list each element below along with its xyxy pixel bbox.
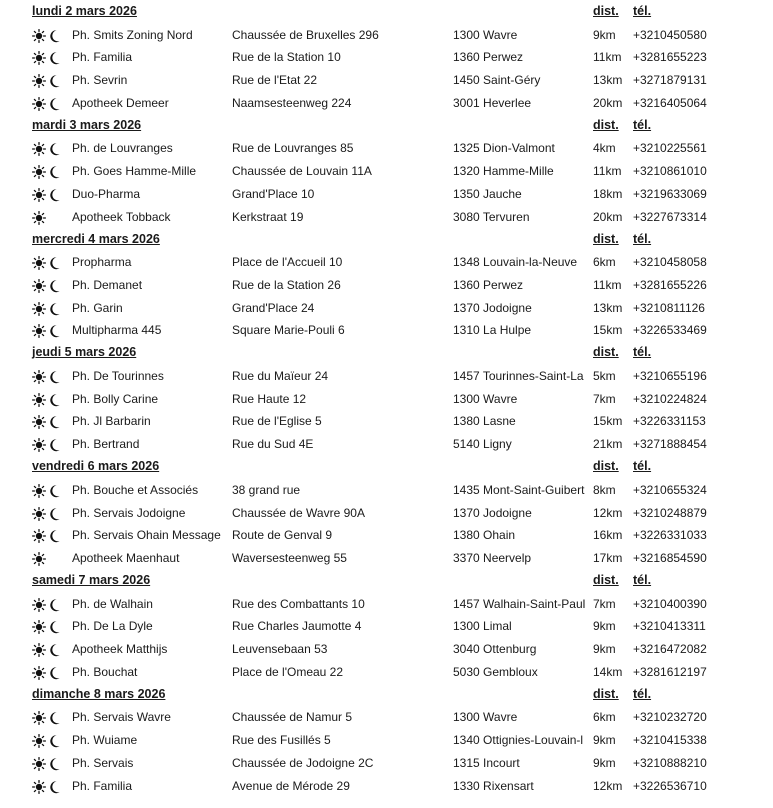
pharmacy-street: Rue de la Station 26 xyxy=(232,277,341,292)
sun-icon xyxy=(32,393,46,407)
column-header-tel: tél. xyxy=(633,459,652,474)
pharmacy-row xyxy=(0,708,773,730)
availability-icons xyxy=(32,598,68,612)
pharmacy-row xyxy=(0,276,773,298)
pharmacy-street: Chaussée de Wavre 90A xyxy=(232,505,365,520)
pharmacy-row xyxy=(0,731,773,753)
column-header-dist: dist. xyxy=(593,345,619,360)
pharmacy-distance: 16km xyxy=(593,528,623,543)
day-title: mercredi 4 mars 2026 xyxy=(32,231,160,246)
pharmacy-distance: 20km xyxy=(593,209,623,224)
pharmacy-city: 1360 Perwez xyxy=(453,277,524,292)
pharmacy-distance: 15km xyxy=(593,414,623,429)
column-header-tel: tél. xyxy=(633,572,652,587)
pharmacy-name: Ph. Bouche et Associés xyxy=(72,482,199,497)
sun-icon xyxy=(32,734,46,748)
pharmacy-distance: 7km xyxy=(593,596,616,611)
pharmacy-name: Ph. Bouchat xyxy=(72,664,138,679)
pharmacy-distance: 9km xyxy=(593,733,616,748)
pharmacy-row xyxy=(0,321,773,343)
sun-icon xyxy=(32,279,46,293)
moon-icon xyxy=(48,142,60,156)
pharmacy-name: Duo-Pharma xyxy=(72,186,141,201)
sun-icon xyxy=(32,256,46,270)
moon-icon xyxy=(48,415,60,429)
pharmacy-phone[interactable]: +3210413311 xyxy=(633,619,706,634)
pharmacy-phone[interactable]: +3219633069 xyxy=(633,186,707,201)
moon-icon xyxy=(48,393,60,407)
column-header-tel: tél. xyxy=(633,231,652,246)
pharmacy-distance: 12km xyxy=(593,778,623,793)
day-section xyxy=(0,572,773,686)
pharmacy-street: Leuvensebaan 53 xyxy=(232,642,328,657)
moon-icon xyxy=(48,780,60,794)
pharmacy-city: 3040 Ottenburg xyxy=(453,642,537,657)
pharmacy-name: Ph. Smits Zoning Nord xyxy=(72,27,193,42)
availability-icons xyxy=(32,620,68,634)
day-section xyxy=(0,686,773,800)
moon-icon xyxy=(48,188,60,202)
pharmacy-phone[interactable]: +3210248879 xyxy=(633,505,707,520)
pharmacy-city: 1310 La Hulpe xyxy=(453,323,532,338)
availability-icons xyxy=(32,484,68,498)
pharmacy-city: 1300 Wavre xyxy=(453,710,518,725)
pharmacy-distance: 11km xyxy=(593,50,622,65)
pharmacy-name: Ph. Goes Hamme-Mille xyxy=(72,164,197,179)
moon-icon xyxy=(48,529,60,543)
pharmacy-distance: 20km xyxy=(593,95,623,110)
pharmacy-distance: 9km xyxy=(593,27,616,42)
pharmacy-name: Ph. Wuiame xyxy=(72,733,138,748)
pharmacy-distance: 17km xyxy=(593,550,623,565)
pharmacy-city: 1380 Lasne xyxy=(453,414,516,429)
pharmacy-phone[interactable]: +3210224824 xyxy=(633,391,707,406)
pharmacy-phone[interactable]: +3210225561 xyxy=(633,141,707,156)
pharmacy-name: Ph. de Louvranges xyxy=(72,141,173,156)
moon-icon xyxy=(48,757,60,771)
pharmacy-name: Ph. Garin xyxy=(72,300,123,315)
pharmacy-street: Rue des Combattants 10 xyxy=(232,596,365,611)
availability-icons xyxy=(32,711,68,725)
availability-icons xyxy=(32,757,68,771)
pharmacy-phone[interactable]: +3210811126 xyxy=(633,300,705,315)
moon-icon xyxy=(48,734,60,748)
availability-icons xyxy=(32,97,68,111)
column-header-tel: tél. xyxy=(633,117,652,132)
pharmacy-city: 5140 Ligny xyxy=(453,437,512,452)
sun-icon xyxy=(32,370,46,384)
pharmacy-city: 5030 Gembloux xyxy=(453,664,538,679)
sun-icon xyxy=(32,780,46,794)
sun-icon xyxy=(32,643,46,657)
pharmacy-distance: 13km xyxy=(593,73,623,88)
pharmacy-city: 1320 Hamme-Mille xyxy=(453,164,554,179)
day-title: dimanche 8 mars 2026 xyxy=(32,686,166,701)
sun-icon xyxy=(32,211,46,225)
pharmacy-phone[interactable]: +3210655324 xyxy=(633,482,707,497)
pharmacy-phone[interactable]: +3210655196 xyxy=(633,369,707,384)
pharmacy-phone[interactable]: +3226331153 xyxy=(633,414,706,429)
day-section xyxy=(0,3,773,117)
pharmacy-city: 3001 Heverlee xyxy=(453,95,532,110)
pharmacy-duty-schedule xyxy=(0,3,773,800)
pharmacy-street: Grand'Place 24 xyxy=(232,300,315,315)
pharmacy-row xyxy=(0,139,773,161)
pharmacy-row xyxy=(0,412,773,434)
pharmacy-street: Chaussée de Bruxelles 296 xyxy=(232,27,379,42)
pharmacy-name: Ph. Jl Barbarin xyxy=(72,414,151,429)
sun-icon xyxy=(32,142,46,156)
pharmacy-row xyxy=(0,504,773,526)
pharmacy-name: Propharma xyxy=(72,255,132,270)
pharmacy-row xyxy=(0,26,773,48)
pharmacy-row xyxy=(0,617,773,639)
pharmacy-street: Naamsesteenweg 224 xyxy=(232,95,352,110)
pharmacy-distance: 6km xyxy=(593,710,616,725)
pharmacy-street: Rue Charles Jaumotte 4 xyxy=(232,619,362,634)
pharmacy-city: 3370 Neervelp xyxy=(453,550,532,565)
pharmacy-city: 1370 Jodoigne xyxy=(453,505,532,520)
availability-icons xyxy=(32,529,68,543)
pharmacy-name: Ph. Servais Ohain Message xyxy=(72,528,221,543)
pharmacy-row xyxy=(0,162,773,184)
moon-icon xyxy=(48,324,60,338)
pharmacy-street: Chaussée de Jodoigne 2C xyxy=(232,755,374,770)
day-header xyxy=(0,231,773,251)
pharmacy-phone[interactable]: +3216854590 xyxy=(633,550,707,565)
pharmacy-city: 1325 Dion-Valmont xyxy=(453,141,555,156)
pharmacy-street: Grand'Place 10 xyxy=(232,186,315,201)
day-header xyxy=(0,117,773,137)
moon-icon xyxy=(48,256,60,270)
day-title: lundi 2 mars 2026 xyxy=(32,4,137,18)
day-title: samedi 7 mars 2026 xyxy=(32,572,151,587)
pharmacy-street: Rue de Louvranges 85 xyxy=(232,141,354,156)
moon-icon xyxy=(48,438,60,452)
pharmacy-name: Ph. De La Dyle xyxy=(72,619,153,634)
day-section xyxy=(0,458,773,572)
availability-icons xyxy=(32,256,68,270)
pharmacy-phone[interactable]: +3216405064 xyxy=(633,95,707,110)
pharmacy-row xyxy=(0,549,773,571)
pharmacy-row xyxy=(0,663,773,685)
moon-icon xyxy=(48,643,60,657)
moon-icon xyxy=(48,279,60,293)
pharmacy-city: 1330 Rixensart xyxy=(453,778,534,793)
pharmacy-name: Ph. De Tourinnes xyxy=(72,369,164,384)
availability-icons xyxy=(32,666,68,680)
sun-icon xyxy=(32,324,46,338)
pharmacy-street: Rue du Sud 4E xyxy=(232,437,314,452)
pharmacy-city: 1457 Walhain-Saint-Paul xyxy=(453,596,586,611)
availability-icons xyxy=(32,188,68,202)
moon-icon xyxy=(48,484,60,498)
moon-icon xyxy=(48,370,60,384)
pharmacy-distance: 14km xyxy=(593,664,623,679)
pharmacy-city: 3080 Tervuren xyxy=(453,209,530,224)
column-header-dist: dist. xyxy=(593,231,619,246)
moon-icon xyxy=(48,507,60,521)
pharmacy-city: 1435 Mont-Saint-Guibert xyxy=(453,482,585,497)
moon-icon xyxy=(48,97,60,111)
availability-icons xyxy=(32,438,68,452)
sun-icon xyxy=(32,97,46,111)
column-header-dist: dist. xyxy=(593,4,619,18)
pharmacy-street: Chaussée de Namur 5 xyxy=(232,710,353,725)
pharmacy-street: 38 grand rue xyxy=(232,482,301,497)
pharmacy-row xyxy=(0,367,773,389)
moon-icon xyxy=(48,29,60,43)
pharmacy-city: 1348 Louvain-la-Neuve xyxy=(453,255,578,270)
sun-icon xyxy=(32,620,46,634)
availability-icons xyxy=(32,370,68,384)
availability-icons xyxy=(32,51,68,65)
pharmacy-distance: 7km xyxy=(593,391,616,406)
pharmacy-distance: 21km xyxy=(593,437,623,452)
pharmacy-phone[interactable]: +3227673314 xyxy=(633,209,707,224)
pharmacy-street: Place de l'Accueil 10 xyxy=(232,255,343,270)
sun-icon xyxy=(32,165,46,179)
moon-icon xyxy=(48,51,60,65)
pharmacy-city: 1457 Tourinnes-Saint-La xyxy=(453,369,584,384)
column-header-dist: dist. xyxy=(593,572,619,587)
day-header xyxy=(0,3,773,23)
pharmacy-row xyxy=(0,208,773,230)
pharmacy-name: Ph. de Walhain xyxy=(72,596,153,611)
availability-icons xyxy=(32,780,68,794)
pharmacy-row xyxy=(0,777,773,799)
pharmacy-phone[interactable]: +3210400390 xyxy=(633,596,707,611)
sun-icon xyxy=(32,438,46,452)
availability-icons xyxy=(32,74,68,88)
pharmacy-row xyxy=(0,595,773,617)
pharmacy-row xyxy=(0,71,773,93)
pharmacy-distance: 11km xyxy=(593,164,622,179)
day-section xyxy=(0,344,773,458)
sun-icon xyxy=(32,302,46,316)
pharmacy-phone[interactable]: +3271879131 xyxy=(633,73,707,88)
pharmacy-row xyxy=(0,435,773,457)
pharmacy-name: Ph. Demanet xyxy=(72,277,143,292)
pharmacy-row xyxy=(0,526,773,548)
day-section xyxy=(0,117,773,231)
sun-icon xyxy=(32,757,46,771)
pharmacy-street: Rue de l'Eglise 5 xyxy=(232,414,322,429)
pharmacy-distance: 15km xyxy=(593,323,623,338)
pharmacy-distance: 8km xyxy=(593,482,616,497)
pharmacy-distance: 11km xyxy=(593,277,622,292)
pharmacy-phone[interactable]: +3281655226 xyxy=(633,277,707,292)
pharmacy-street: Route de Genval 9 xyxy=(232,528,333,543)
pharmacy-distance: 9km xyxy=(593,619,616,634)
moon-icon xyxy=(48,302,60,316)
availability-icons xyxy=(32,165,68,179)
pharmacy-name: Ph. Servais xyxy=(72,755,134,770)
pharmacy-row xyxy=(0,94,773,116)
pharmacy-distance: 6km xyxy=(593,255,616,270)
column-header-tel: tél. xyxy=(633,686,652,701)
sun-icon xyxy=(32,51,46,65)
column-header-tel: tél. xyxy=(633,345,652,360)
sun-icon xyxy=(32,507,46,521)
sun-icon xyxy=(32,415,46,429)
pharmacy-phone[interactable]: +3210232720 xyxy=(633,710,707,725)
day-header xyxy=(0,686,773,706)
pharmacy-distance: 13km xyxy=(593,300,623,315)
pharmacy-phone[interactable]: +3210458058 xyxy=(633,255,707,270)
pharmacy-street: Place de l'Omeau 22 xyxy=(232,664,344,679)
pharmacy-phone[interactable]: +3281612197 xyxy=(633,664,707,679)
pharmacy-name: Ph. Bertrand xyxy=(72,437,140,452)
column-header-dist: dist. xyxy=(593,117,619,132)
availability-icons xyxy=(32,734,68,748)
pharmacy-phone[interactable]: +3210450580 xyxy=(633,27,707,42)
pharmacy-distance: 12km xyxy=(593,505,623,520)
column-header-dist: dist. xyxy=(593,686,619,701)
pharmacy-city: 1380 Ohain xyxy=(453,528,516,543)
pharmacy-name: Ph. Servais Wavre xyxy=(72,710,171,725)
pharmacy-row xyxy=(0,640,773,662)
pharmacy-phone[interactable]: +3271888454 xyxy=(633,437,707,452)
sun-icon xyxy=(32,552,46,566)
pharmacy-name: Ph. Servais Jodoigne xyxy=(72,505,186,520)
availability-icons xyxy=(32,142,68,156)
pharmacy-phone[interactable]: +3226331033 xyxy=(633,528,707,543)
pharmacy-distance: 4km xyxy=(593,141,616,156)
pharmacy-distance: 9km xyxy=(593,755,616,770)
availability-icons xyxy=(32,507,68,521)
day-header xyxy=(0,458,773,478)
pharmacy-distance: 9km xyxy=(593,642,616,657)
availability-icons xyxy=(32,393,68,407)
pharmacy-street: Avenue de Mérode 29 xyxy=(232,778,350,793)
pharmacy-distance: 5km xyxy=(593,369,616,384)
pharmacy-street: Rue de la Station 10 xyxy=(232,50,341,65)
pharmacy-name: Multipharma 445 xyxy=(72,323,162,338)
sun-icon xyxy=(32,484,46,498)
sun-icon xyxy=(32,529,46,543)
pharmacy-city: 1300 Wavre xyxy=(453,391,518,406)
pharmacy-street: Rue de l'Etat 22 xyxy=(232,73,318,88)
sun-icon xyxy=(32,666,46,680)
pharmacy-row xyxy=(0,48,773,70)
pharmacy-street: Rue du Maïeur 24 xyxy=(232,369,329,384)
availability-icons xyxy=(32,302,68,316)
day-title: mardi 3 mars 2026 xyxy=(32,117,142,132)
moon-icon xyxy=(48,620,60,634)
pharmacy-row xyxy=(0,185,773,207)
pharmacy-street: Waversesteenweg 55 xyxy=(232,550,347,565)
pharmacy-name: Ph. Familia xyxy=(72,778,133,793)
pharmacy-city: 1350 Jauche xyxy=(453,186,522,201)
sun-icon xyxy=(32,598,46,612)
pharmacy-name: Apotheek Tobback xyxy=(72,209,171,224)
pharmacy-city: 1370 Jodoigne xyxy=(453,300,532,315)
availability-icons xyxy=(32,29,68,43)
pharmacy-phone[interactable]: +3210888210 xyxy=(633,755,707,770)
day-title: jeudi 5 mars 2026 xyxy=(32,345,137,360)
pharmacy-phone[interactable]: +3226533469 xyxy=(633,323,707,338)
pharmacy-name: Ph. Bolly Carine xyxy=(72,391,159,406)
pharmacy-row xyxy=(0,481,773,503)
availability-icons xyxy=(32,643,68,657)
moon-icon xyxy=(48,598,60,612)
availability-icons xyxy=(32,415,68,429)
moon-icon xyxy=(48,711,60,725)
pharmacy-city: 1300 Wavre xyxy=(453,27,518,42)
pharmacy-street: Rue des Fusillés 5 xyxy=(232,733,331,748)
pharmacy-phone[interactable]: +3216472082 xyxy=(633,642,707,657)
moon-icon xyxy=(48,74,60,88)
availability-icons xyxy=(32,211,68,225)
pharmacy-city: 1360 Perwez xyxy=(453,50,524,65)
pharmacy-row xyxy=(0,299,773,321)
pharmacy-street: Square Marie-Pouli 6 xyxy=(232,323,345,338)
pharmacy-city: 1340 Ottignies-Louvain-l xyxy=(453,733,584,748)
pharmacy-city: 1315 Incourt xyxy=(453,755,520,770)
column-header-dist: dist. xyxy=(593,459,619,474)
availability-icons xyxy=(32,552,68,566)
pharmacy-name: Apotheek Demeer xyxy=(72,95,169,110)
availability-icons xyxy=(32,324,68,338)
column-header-tel: tél. xyxy=(633,4,652,18)
pharmacy-row xyxy=(0,754,773,776)
pharmacy-distance: 18km xyxy=(593,186,623,201)
pharmacy-phone[interactable]: +3210415338 xyxy=(633,733,707,748)
pharmacy-city: 1450 Saint-Géry xyxy=(453,73,541,88)
pharmacy-row xyxy=(0,390,773,412)
moon-icon xyxy=(48,165,60,179)
sun-icon xyxy=(32,29,46,43)
pharmacy-name: Apotheek Matthijs xyxy=(72,642,168,657)
pharmacy-city: 1300 Limal xyxy=(453,619,512,634)
availability-icons xyxy=(32,279,68,293)
pharmacy-name: Ph. Familia xyxy=(72,50,133,65)
pharmacy-name: Apotheek Maenhaut xyxy=(72,550,180,565)
pharmacy-street: Kerkstraat 19 xyxy=(232,209,304,224)
sun-icon xyxy=(32,188,46,202)
moon-icon xyxy=(48,666,60,680)
pharmacy-phone[interactable]: +3226536710 xyxy=(633,778,707,793)
pharmacy-street: Rue Haute 12 xyxy=(232,391,307,406)
pharmacy-phone[interactable]: +3281655223 xyxy=(633,50,707,65)
pharmacy-name: Ph. Sevrin xyxy=(72,73,128,88)
pharmacy-row xyxy=(0,253,773,275)
day-header xyxy=(0,572,773,592)
day-section xyxy=(0,231,773,345)
sun-icon xyxy=(32,74,46,88)
pharmacy-phone[interactable]: +3210861010 xyxy=(633,164,707,179)
day-title: vendredi 6 mars 2026 xyxy=(32,459,160,474)
day-header xyxy=(0,344,773,364)
sun-icon xyxy=(32,711,46,725)
pharmacy-street: Chaussée de Louvain 11A xyxy=(232,164,372,179)
